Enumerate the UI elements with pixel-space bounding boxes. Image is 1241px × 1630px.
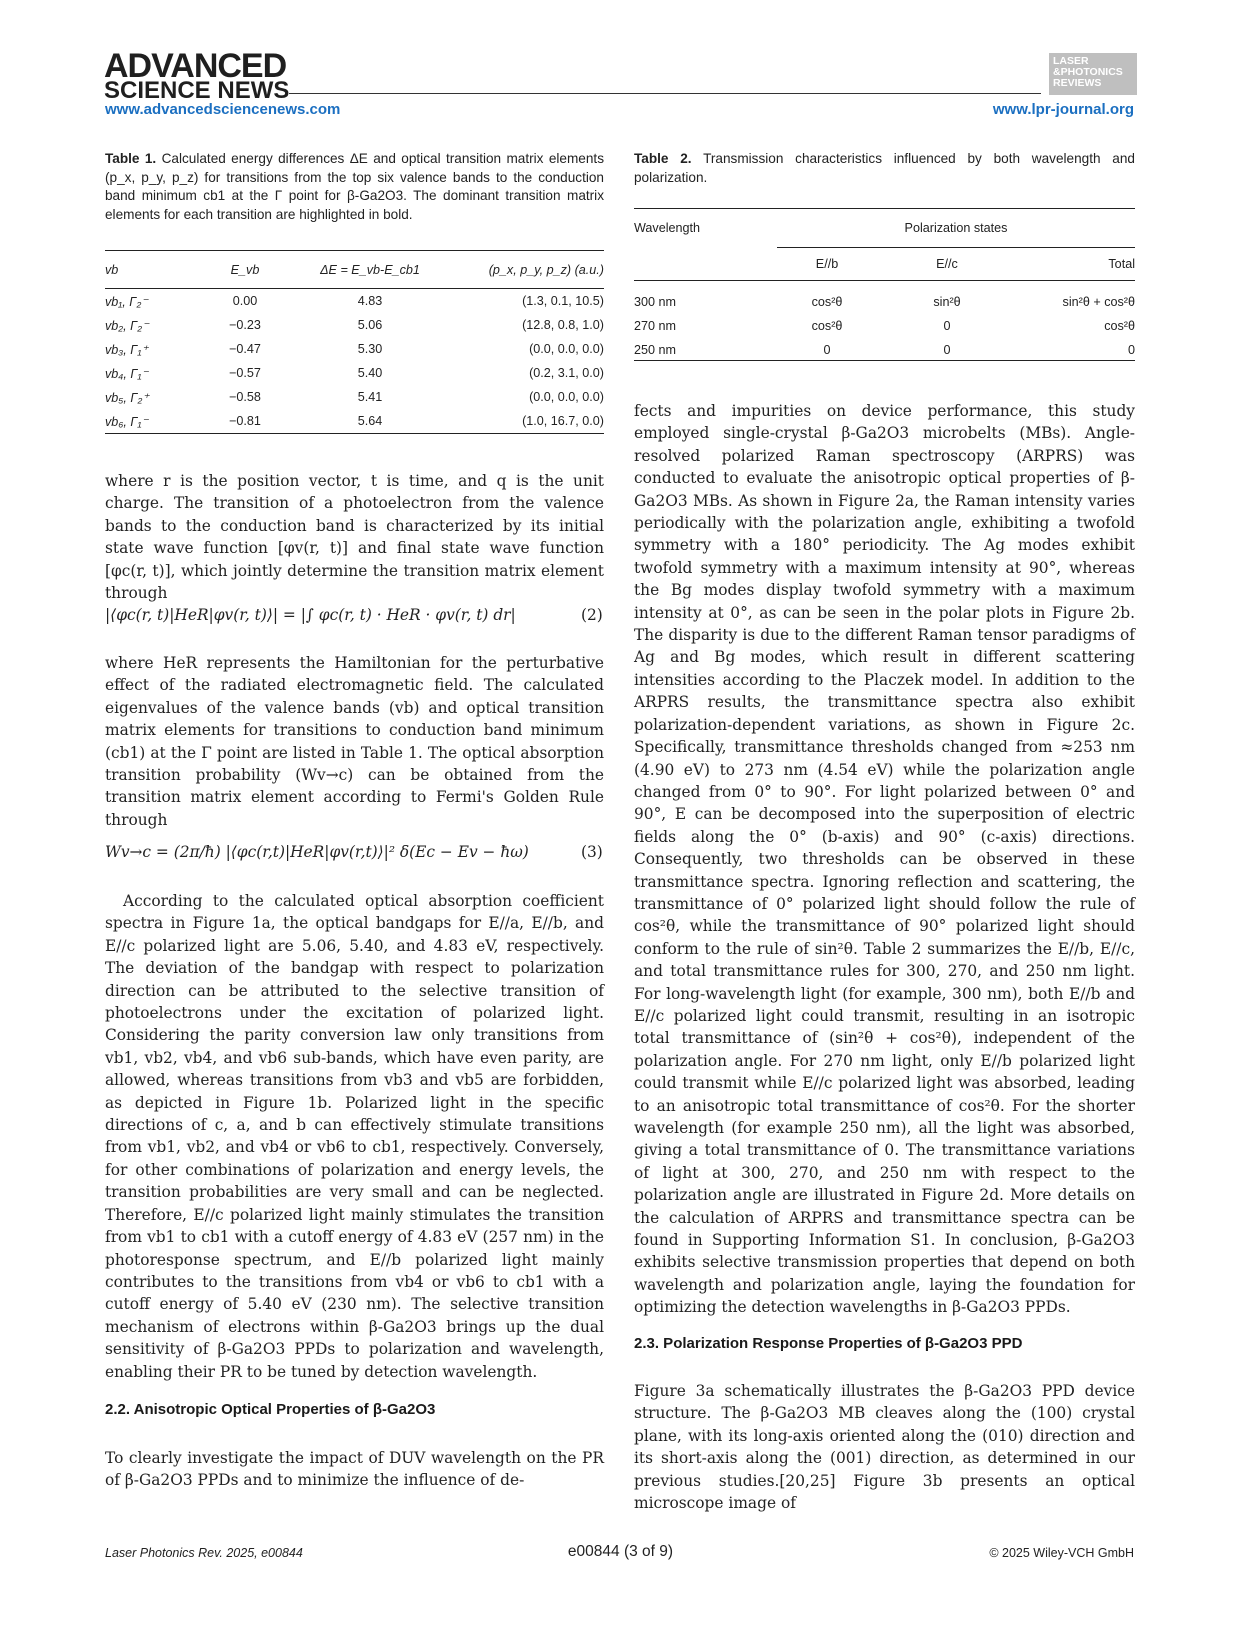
table-cell: 5.30 bbox=[357, 342, 383, 356]
table-cell: 5.64 bbox=[295, 409, 445, 434]
table-cell: (0.2, 3.1, 0.0) bbox=[529, 366, 604, 380]
equation-3-number: (3) bbox=[581, 843, 603, 861]
table-row bbox=[105, 289, 604, 314]
table-row bbox=[105, 337, 604, 361]
table1-caption bbox=[105, 150, 604, 224]
table-cell: cos²θ bbox=[811, 319, 843, 333]
table2-caption-text: Transmission characteristics influenced by both wavelength and polarization. bbox=[634, 151, 1135, 185]
table-row bbox=[105, 361, 604, 385]
table-cell: 5.06 bbox=[357, 318, 383, 332]
table1-col-p: (p_x, p_y, p_z) (a.u.) bbox=[445, 251, 604, 289]
footer-copyright: © 2025 Wiley-VCH GmbH bbox=[989, 1546, 1134, 1560]
table-cell: 5.41 bbox=[357, 390, 383, 404]
table1-header-row bbox=[105, 251, 604, 289]
table2-header-rule bbox=[634, 280, 1135, 281]
logo-line1: ADVANCED bbox=[104, 47, 287, 85]
table1-col-vb: vb bbox=[105, 251, 195, 289]
table1-label: Table 1. bbox=[105, 151, 157, 166]
table-row bbox=[105, 385, 604, 409]
table-cell: 300 nm bbox=[634, 295, 677, 309]
table-cell: 0 bbox=[1127, 343, 1135, 357]
equation-2: |⟨φc(r, t)|HeR|φv(r, t)⟩| = |∫ φc(r, t) · HeR · φv(r, t) dr| bbox=[105, 606, 516, 624]
table2-subheader-total: Total bbox=[1108, 257, 1135, 271]
table1-col-delta-e: ΔE = E_vb-E_cb1 bbox=[295, 251, 445, 289]
table2-group-rule bbox=[777, 247, 1135, 248]
table-row bbox=[105, 313, 604, 337]
table2-top-rule bbox=[634, 208, 1135, 209]
table2-subheader-ec: E//c bbox=[936, 257, 958, 271]
table-cell: vb₆, Γ₁⁻ bbox=[105, 409, 195, 434]
table-cell: vb₄, Γ₁⁻ bbox=[105, 366, 149, 381]
left-column-paragraph-4: To clearly investigate the impact of DUV wavelength on the PR of β-Ga2O3 PPDs and to minimize the influence of de- bbox=[105, 1449, 604, 1490]
table-cell: (0.0, 0.0, 0.0) bbox=[529, 342, 604, 356]
table-cell: 4.83 bbox=[357, 294, 383, 308]
table-cell: vb₁, Γ₂⁻ bbox=[105, 294, 148, 309]
left-column-paragraph-3: According to the calculated optical absorption coefficient spectra in Figure 1a, the optical bandgaps for E//a, E//b, and E//c polarized light are 5.06, 5.40, and 4.83 eV, respectively. The deviation of the bandgap with respect to polarization direction can be attributed to the selective transition of photoelectrons under the excitation of polarized light. Considering the parity conversion law only transitions from vb1, vb2, vb4, and vb6 sub-bands, which have even parity, are allowed, whereas transitions from vb3 and vb5 are forbidden, as depicted in Figure 1b. Polarized light in the specific directions of c, a, and b can effectively stimulate transitions from vb1, vb2, and vb4 or vb6 to cb1, respectively. Conversely, for other combinations of polarization and energy levels, the transition probabilities are very small and can be neglected. Therefore, E//c polarized light mainly stimulates the transition from vb1 to cb1 with a cutoff energy of 4.83 eV (257 nm) in the photoresponse spectrum, and E//b polarized light mainly contributes to the transitions from vb4 or vb6 to cb1 with a cutoff energy of 5.40 eV (230 nm). The selective transition mechanism of electrons within β-Ga2O3 brings up the dual sensitivity of β-Ga2O3 PPDs to polarization and wavelength, enabling their PR to be tuned by detection wavelength. bbox=[105, 892, 604, 1381]
left-column-paragraph-2: where HeR represents the Hamiltonian for the perturbative effect of the radiated electromagnetic field. The calculated eigenvalues of the valence bands (vb) and optical transition matrix elements for transitions to conduction band minimum (cb1) at the Γ point are listed in Table 1. The optical absorption transition probability (Wv→c) can be obtained from the transition matrix element according to Fermi's Golden Rule through bbox=[105, 654, 604, 829]
table2-bottom-rule bbox=[634, 360, 1135, 361]
table-cell: 0 bbox=[943, 319, 951, 333]
table-cell: cos²θ bbox=[811, 295, 843, 309]
table2-caption bbox=[634, 150, 1135, 187]
section-heading-2-2: 2.2. Anisotropic Optical Properties of β-Ga2O3 bbox=[105, 1401, 436, 1418]
table-cell: 270 nm bbox=[634, 319, 677, 333]
table2-subheader-eb: E//b bbox=[815, 257, 839, 271]
table-cell: −0.23 bbox=[229, 318, 261, 332]
equation-2-number: (2) bbox=[581, 606, 603, 624]
equation-3: Wv→c = (2π/ħ) |⟨φc(r,t)|HeR|φv(r,t)⟩|² δ(Ec − Ev − ħω) bbox=[105, 843, 529, 861]
journal-badge: LASER &PHOTONICS REVIEWS bbox=[1049, 53, 1137, 95]
table1-col-evb: E_vb bbox=[195, 251, 295, 289]
table-cell: vb₃, Γ₁⁺ bbox=[105, 342, 149, 357]
table-cell: 0.00 bbox=[232, 294, 258, 308]
table-cell: −0.47 bbox=[229, 342, 261, 356]
right-column-paragraph-1: fects and impurities on device performance, this study employed single-crystal β-Ga2O3 microbelts (MBs). Angle-resolved polarized Raman spectroscopy (ARPRS) was conducted to evaluate the anisotropic optical properties of β-Ga2O3 MBs. As shown in Figure 2a, the Raman intensity varies periodically with the polarization angle, exhibiting a twofold symmetry with a 180° periodicity. The Ag modes exhibit twofold symmetry with a maximum intensity at 90°, whereas the Bg modes display twofold symmetry with a maximum intensity at 0°, as can be seen in the polar plots in Figure 2b. The disparity is due to the different Raman tensor paradigms of Ag and Bg modes, which result in different scattering intensities according to the Placzek model. In addition to the ARPRS results, the transmittance spectra also exhibit polarization-dependent variations, as shown in Figure 2c. Specifically, transmittance thresholds changed from ≈253 nm (4.90 eV) to 273 nm (4.54 eV) while the polarization angle changed from 0° to 90°. For light polarized between 0° and 90°, E can be decomposed into the superposition of electric fields along the 0° (b-axis) and 90° (c-axis) directions. Consequently, two thresholds can be observed in these transmittance spectra. Ignoring reflection and scattering, the transmittance of 0° polarized light should follow the rule of cos²θ, while the transmittance of 90° polarized light should conform to the rule of sin²θ. Table 2 summarizes the E//b, E//c, and total transmittance rules for 300, 270, and 250 nm light. For long-wavelength light (for example, 300 nm), both E//b and E//c polarized light could transmit, resulting in an isotropic total transmittance of (sin²θ + cos²θ), independent of the polarization angle. For 270 nm light, only E//b polarized light could transmit while E//c polarized light was absorbed, leading to an anisotropic total transmittance of cos²θ. For the shorter wavelength (for example 250 nm), all the light was absorbed, giving a total transmittance of 0. The transmittance variations of light at 300, 270, and 250 nm with respect to the polarization angle are illustrated in Figure 2d. More details on the calculation of ARPRS and transmittance spectra can be found in Supporting Information S1. In conclusion, β-Ga2O3 exhibits selective transmission properties that depend on both wavelength and polarization angle, laying the foundation for optimizing the detection wavelengths in β-Ga2O3 PPDs. bbox=[634, 402, 1135, 1317]
table-cell: 0 bbox=[823, 343, 831, 357]
table-cell: sin²θ + cos²θ bbox=[1062, 295, 1135, 309]
header-rule bbox=[289, 93, 1041, 94]
publisher-logo bbox=[104, 47, 290, 104]
table-cell: (0.0, 0.0, 0.0) bbox=[529, 390, 604, 404]
table-cell: cos²θ bbox=[1104, 319, 1135, 333]
table1 bbox=[105, 250, 604, 434]
table-cell: vb₅, Γ₂⁺ bbox=[105, 390, 149, 405]
table-cell: 250 nm bbox=[634, 343, 677, 357]
table2-label: Table 2. bbox=[634, 151, 692, 166]
table-cell: 5.40 bbox=[357, 366, 383, 380]
journal-url-link[interactable]: www.lpr-journal.org bbox=[992, 101, 1134, 118]
table-cell: −0.57 bbox=[229, 366, 261, 380]
table1-caption-text: Calculated energy differences ΔE and optical transition matrix elements (p_x, p_y, p_z) for transitions from the top six valence bands to the conduction band minimum cb1 at the Γ point for β-Ga2O3. The dominant transition matrix elements for each transition are highlighted in bold. bbox=[105, 151, 605, 222]
footer-citation: Laser Photonics Rev. 2025, e00844 bbox=[105, 1546, 303, 1560]
logo-line2: SCIENCE NEWS bbox=[104, 77, 290, 104]
table-cell: (1.3, 0.1, 10.5) bbox=[522, 294, 604, 308]
table-cell: sin²θ bbox=[933, 295, 961, 309]
publisher-url-link[interactable]: www.advancedsciencenews.com bbox=[105, 101, 341, 118]
right-column-paragraph-2: Figure 3a schematically illustrates the β-Ga2O3 PPD device structure. The β-Ga2O3 MB cleaves along the (100) crystal plane, with its long-axis oriented along the (010) direction and its short-axis along the (001) direction, as determined in our previous studies.[20,25] Figure 3b presents an optical microscope image of bbox=[634, 1382, 1135, 1513]
table-cell: −0.58 bbox=[229, 390, 261, 404]
table-cell: (12.8, 0.8, 1.0) bbox=[522, 318, 604, 332]
footer-page-number: e00844 (3 of 9) bbox=[567, 1543, 674, 1560]
table-cell: (1.0, 16.7, 0.0) bbox=[445, 409, 604, 434]
table2-header-group: Polarization states bbox=[904, 221, 1008, 235]
table-cell: 0 bbox=[943, 343, 951, 357]
table2-header-wavelength: Wavelength bbox=[634, 221, 701, 235]
section-heading-2-3: 2.3. Polarization Response Properties of β-Ga2O3 PPD bbox=[634, 1335, 1023, 1352]
table-cell: vb₂, Γ₂⁻ bbox=[105, 318, 149, 333]
left-column-paragraph-1: where r is the position vector, t is time, and q is the unit charge. The transition of a photoelectron from the valence bands to the conduction band is characterized by its initial state wave function [φv(r, t)] and final state wave function [φc(r, t)], which jointly determine the transition matrix element through bbox=[105, 472, 604, 603]
table-row bbox=[105, 409, 604, 434]
table-cell: −0.81 bbox=[195, 409, 295, 434]
